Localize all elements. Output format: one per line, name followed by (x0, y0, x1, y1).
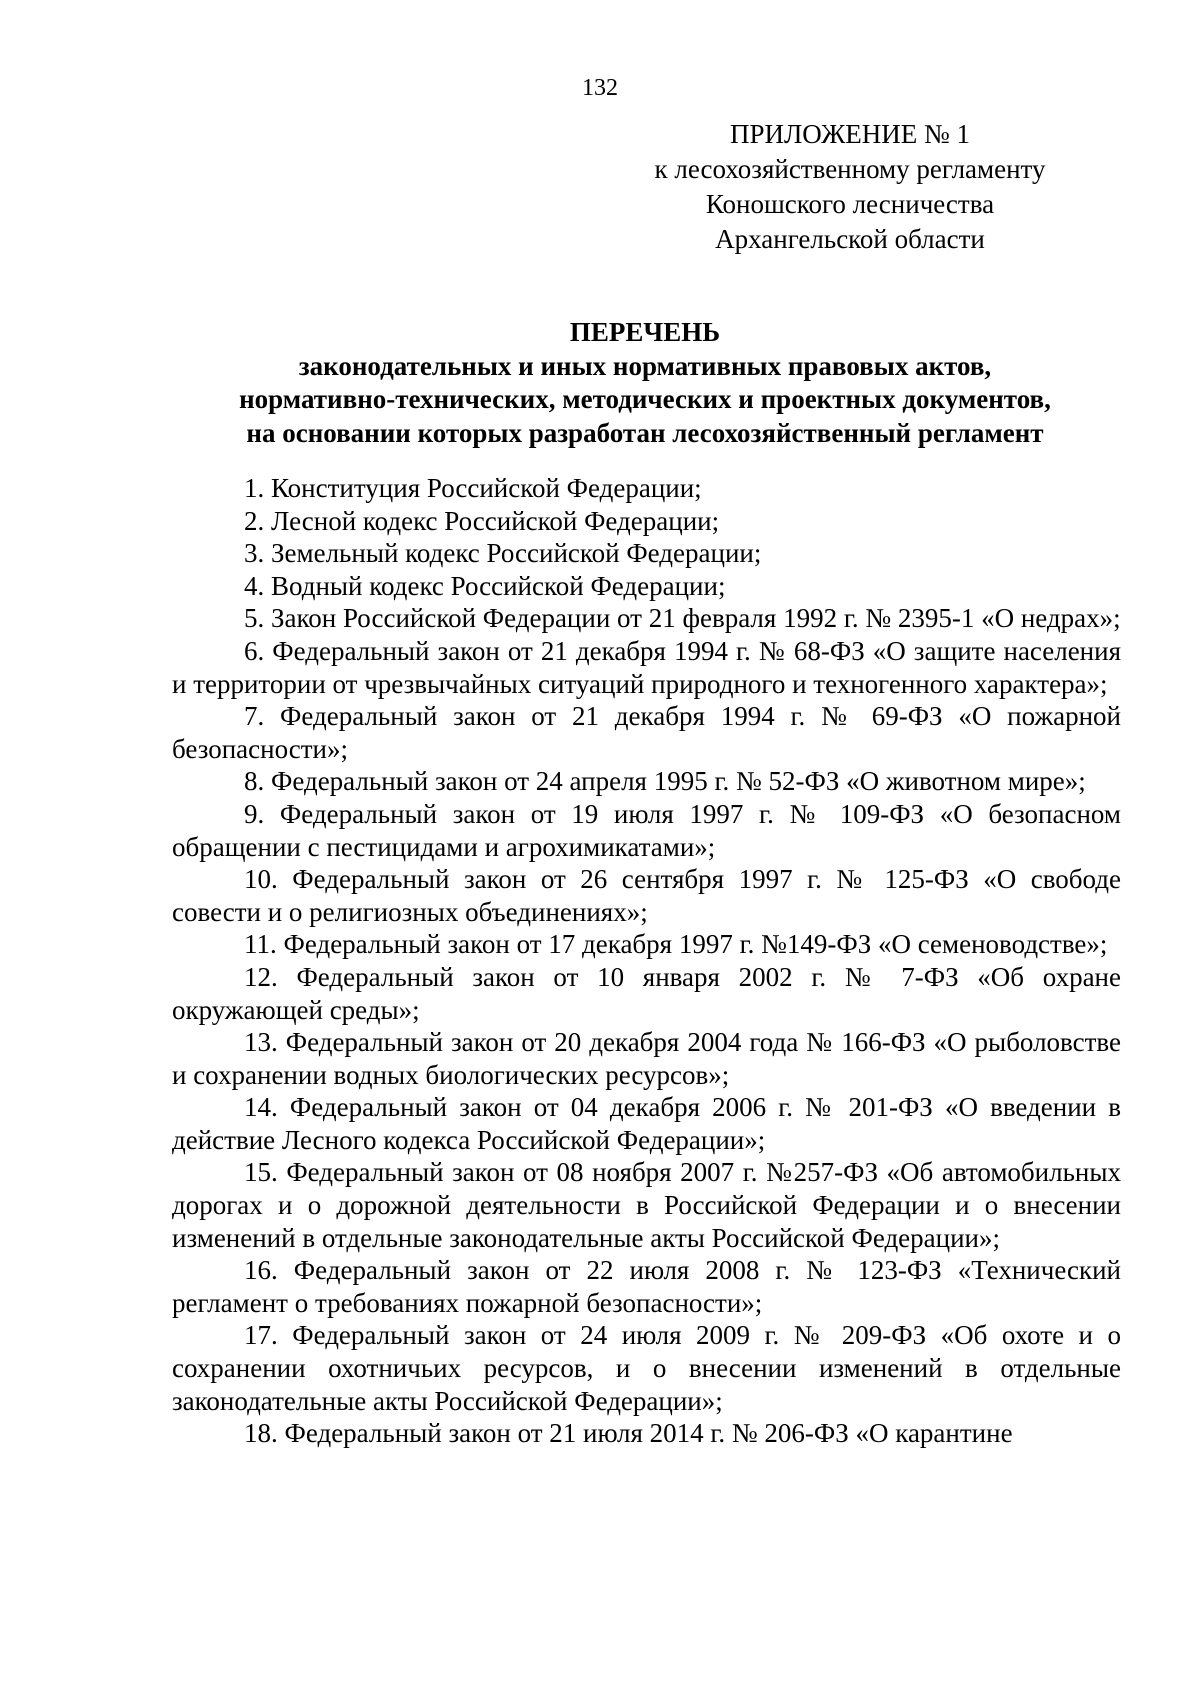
list-item: 18. Федеральный закон от 21 июля 2014 г. № 206-ФЗ «О карантине (244, 1418, 1013, 1449)
document-heading (170, 316, 1120, 450)
list-item: 16. Федеральный закон от 22 июля 2008 г. № 123-ФЗ «Технический регламент о требованиях пожарной безопасности»; (172, 1255, 1121, 1318)
heading-title: ПЕРЕЧЕНЬ (569, 317, 721, 347)
list-item: 3. Земельный кодекс Российской Федерации; (244, 538, 762, 569)
list-item: 5. Закон Российской Федерации от 21 февраля 1992 г. № 2395-1 «О недрах»; (244, 603, 1121, 634)
list-item: 17. Федеральный закон от 24 июля 2009 г. № 209-ФЗ «Об охоте и о сохранении охотничьих ресурсов, и о внесении изменений в отдельные законодательные акты Российской Федерации»; (172, 1320, 1121, 1416)
heading-line: на основании которых разработан лесохозяйственный регламент (246, 417, 1044, 448)
list-item: 6. Федеральный закон от 21 декабря 1994 г. № 68-ФЗ «О защите населения и территории от чрезвычайных ситуаций природного и техногенного характера»; (172, 635, 1121, 699)
list-item: 2. Лесной кодекс Российской Федерации; (244, 505, 720, 536)
appendix-block (580, 117, 1120, 257)
list-item: 11. Федеральный закон от 17 декабря 1997 г. №149-ФЗ «О семеноводстве»; (244, 929, 1108, 960)
list-item: 15. Федеральный закон от 08 ноября 2007 г. №257-ФЗ «Об автомобильных дорогах и о дорожной деятельности в Российской Федерации и о внесении изменений в отдельные законодательные акты Российской Федерации»; (172, 1157, 1121, 1253)
list-item: 12. Федеральный закон от 10 января 2002 г. № 7-ФЗ «Об охране окружающей среды»; (172, 961, 1121, 1025)
appendix-line: Архангельской области (715, 224, 985, 254)
list-item: 14. Федеральный закон от 04 декабря 2006 г. № 201-ФЗ «О введении в действие Лесного кодекса Российской Федерации»; (172, 1092, 1121, 1155)
list-item: 8. Федеральный закон от 24 апреля 1995 г. № 52-ФЗ «О животном мире»; (244, 766, 1086, 797)
appendix-line: к лесохозяйственному регламенту (654, 154, 1046, 184)
list-item: 1. Конституция Российской Федерации; (244, 473, 702, 503)
heading-line: нормативно-технических, методических и проектных документов, (239, 384, 1051, 414)
list-item: 10. Федеральный закон от 26 сентября 1997 г. № 125-ФЗ «О свободе совести и о религиозных объединениях»; (172, 864, 1121, 927)
heading-line: законодательных и иных нормативных правовых актов, (298, 350, 992, 381)
list-item: 7. Федеральный закон от 21 декабря 1994 г. № 69-ФЗ «О пожарной безопасности»; (172, 701, 1121, 764)
page-number: 132 (582, 75, 618, 101)
legal-acts-list (172, 472, 1121, 1450)
appendix-line: Коношского лесничества (705, 189, 995, 219)
list-item: 9. Федеральный закон от 19 июля 1997 г. № 109-ФЗ «О безопасном обращении с пестицидами и агрохимикатами»; (172, 798, 1121, 862)
appendix-title: ПРИЛОЖЕНИЕ № 1 (729, 119, 971, 149)
list-item: 13. Федеральный закон от 20 декабря 2004 года № 166-ФЗ «О рыболовстве и сохранении водных биологических ресурсов»; (172, 1027, 1121, 1090)
list-item: 4. Водный кодекс Российской Федерации; (244, 570, 726, 601)
